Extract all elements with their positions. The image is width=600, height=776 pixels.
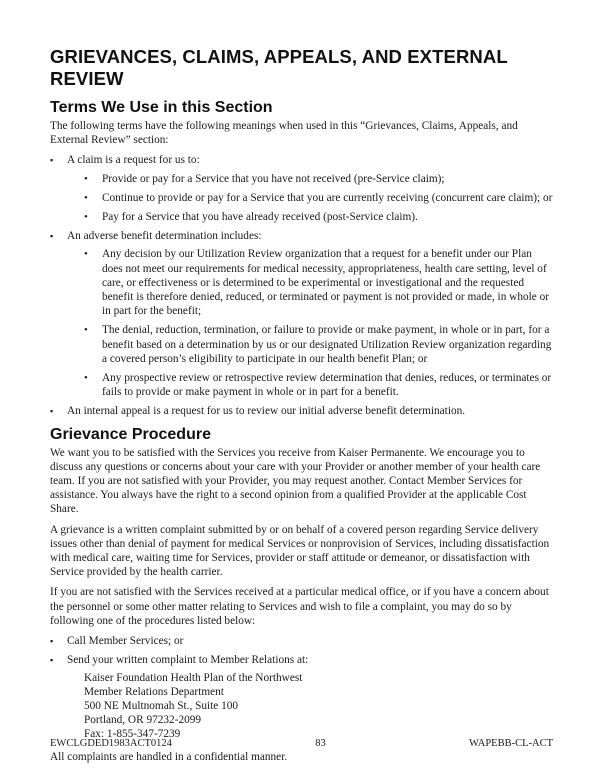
claim-definition: A claim is a request for us to:	[67, 154, 200, 167]
round-bullet-icon: •	[84, 211, 88, 224]
fax-number: Fax: 1-855-347-7239	[84, 728, 181, 741]
section-heading-terms: Terms We Use in this Section	[50, 99, 273, 116]
document-code: EWCLGDED1983ACT0124	[50, 738, 172, 749]
claim-item: Provide or pay for a Service that you have not received (pre-Service claim);	[102, 172, 445, 185]
adverse-item: Any prospective review or retrospective review determination that denies, reduces, or terminates or fails to provide or make payment in whole or in part for a benefit.	[102, 372, 552, 399]
terms-intro: The following terms have the following meanings when used in this “Grievances, Claims, Appeals, and External Review” section:	[50, 120, 518, 147]
round-bullet-icon: •	[84, 191, 88, 204]
adverse-sublist	[67, 247, 553, 399]
address-line: 500 NE Multnomah St., Suite 100	[84, 699, 239, 712]
square-bullet-icon: ▪	[50, 231, 54, 242]
list-item	[50, 653, 553, 741]
list-item	[67, 210, 553, 224]
list-item	[50, 404, 553, 418]
terms-list	[50, 153, 553, 418]
claim-item: Continue to provide or pay for a Service that you are currently receiving (concurrent care claim); or	[102, 191, 553, 204]
closing-statement: All complaints are handled in a confidential manner.	[50, 750, 288, 763]
grievance-paragraph: We want you to be satisfied with the Services you receive from Kaiser Permanente. We encourage you to discuss any questions or concerns about your care with your Provider or another member of your health care team. If you are not satisfied with your Provider, you may request another. Contact Member Services for assistance. You always have the right to a second opinion from a qualified Provider at the applicable Cost Share.	[50, 446, 541, 516]
page-title: GRIEVANCES, CLAIMS, APPEALS, AND EXTERNAL REVIEW	[50, 46, 508, 89]
option-written: Send your written complaint to Member Relations at:	[67, 654, 309, 667]
address-line: Member Relations Department	[84, 685, 224, 698]
list-item	[50, 634, 553, 648]
address-line: Kaiser Foundation Health Plan of the Northwest	[84, 671, 303, 684]
page-footer	[50, 738, 553, 749]
round-bullet-icon: •	[84, 324, 88, 337]
square-bullet-icon: ▪	[50, 655, 54, 666]
round-bullet-icon: •	[84, 372, 88, 385]
internal-appeal-definition: An internal appeal is a request for us to review our initial adverse benefit determination.	[67, 405, 466, 418]
adverse-item: Any decision by our Utilization Review organization that a request for a benefit under our Plan does not meet our requirements for medical necessity, appropriateness, health care setting, level of care, or effectiveness or is determined to be experimental or investigational and the requested benefit is therefore denied, reduced, or terminated or payment is not provided or made, in whole or in part for the benefit;	[102, 248, 550, 318]
list-item	[67, 371, 553, 399]
square-bullet-icon: ▪	[50, 155, 54, 166]
page-number: 83	[315, 738, 326, 749]
section-heading-grievance: Grievance Procedure	[50, 425, 211, 443]
mailing-address	[84, 671, 553, 742]
list-item	[50, 229, 553, 399]
claim-item: Pay for a Service that you have already received (post-Service claim).	[102, 211, 418, 224]
grievance-paragraph: If you are not satisfied with the Services received at a particular medical office, or if you have a concern about the personnel or some other matter relating to Services and wish to file a complaint, you may do so by following one of the procedures listed below:	[50, 586, 549, 627]
address-line: Portland, OR 97232-2099	[84, 714, 202, 727]
list-item	[67, 247, 553, 318]
grievance-paragraph: A grievance is a written complaint submitted by or on behalf of a covered person regarding Service delivery issues other than denial of payment for medical Services or nonprovision of Services, including dissatisfaction with medical care, waiting time for Services, provider or staff attitude or demeanor, or dissatisfaction with Service provided by the health carrier.	[50, 523, 550, 579]
round-bullet-icon: •	[84, 172, 88, 185]
list-item	[67, 323, 553, 366]
round-bullet-icon: •	[84, 248, 88, 261]
option-call: Call Member Services; or	[67, 635, 184, 648]
adverse-definition: An adverse benefit determination includes:	[67, 230, 262, 243]
adverse-item: The denial, reduction, termination, or failure to provide or make payment, in whole or in part, for a benefit based on a determination by us or our designated Utilization Review organization regarding a covered person’s eligibility to participate in our health benefit Plan; or	[102, 324, 552, 365]
list-item	[67, 172, 553, 186]
square-bullet-icon: ▪	[50, 406, 54, 417]
complaint-options-list	[50, 634, 553, 741]
plan-code: WAPEBB-CL-ACT	[469, 738, 553, 749]
list-item	[67, 191, 553, 205]
list-item	[50, 153, 553, 224]
claim-sublist	[67, 172, 553, 225]
square-bullet-icon: ▪	[50, 636, 54, 647]
grievance-section	[50, 426, 553, 764]
document-page	[50, 46, 553, 770]
